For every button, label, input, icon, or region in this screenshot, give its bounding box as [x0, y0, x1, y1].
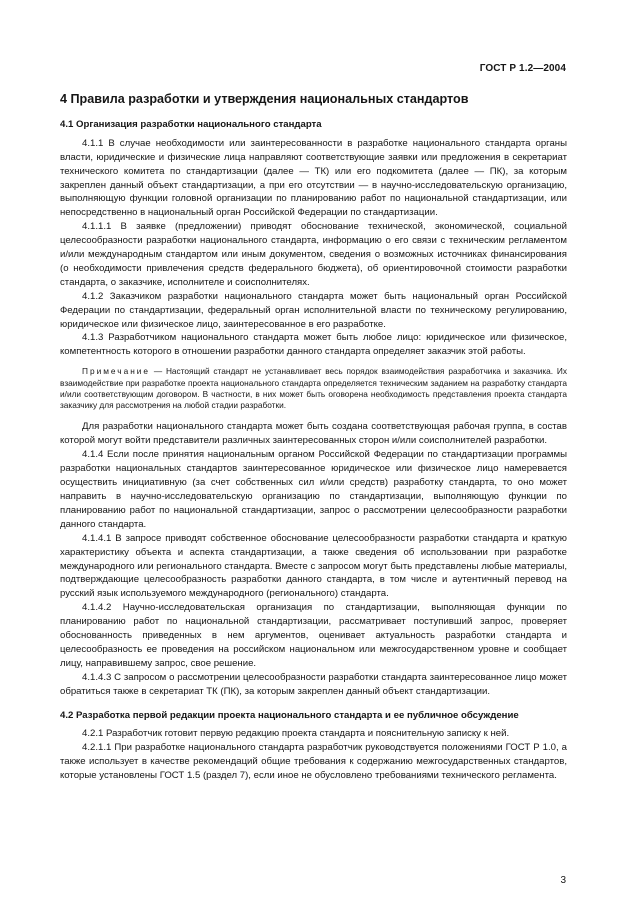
subsection-title: 4.2 Разработка первой редакции проекта национального стандарта и ее публичное обсуждение — [60, 709, 519, 721]
note — [60, 366, 567, 411]
page-number: 3 — [560, 875, 566, 886]
paragraph: 4.1.1 В случае необходимости или заинтересованности в разработке национального стандарта органы власти, юридические и физические лица направляют соответствующие заявки или предложения в секретариат технического комитета по стандартизации (далее — ТК) или его подкомитета (далее — ПК), за которым закреплен данный объект стандартизации, а при его отсутствии — в научно-исследовательскую организацию, выполняющую функции головной организации по планированию работ по национальной стандартизации, или непосредственно в национальный орган Российской Федерации по стандартизации. — [60, 137, 567, 219]
paragraph: 4.1.4.3 С запросом о рассмотрении целесообразности разработки стандарта заинтересованное лицо может обратиться также в секретариат ТК (ПК), за которым закреплен данный объект стандартизации. — [60, 671, 567, 697]
subsection-title: 4.1 Организация разработки национального стандарта — [60, 119, 322, 130]
paragraph: Для разработки национального стандарта может быть создана соответствующая рабочая группа, в состав которой могут войти представители различных заинтересованных сторон и/или соисполнителей разработки. — [60, 421, 567, 447]
paragraph: 4.1.4.1 В запросе приводят собственное обоснование целесообразности разработки стандарта и краткую характеристику объекта и аспекта стандартизации, а также сведения об использовании при разработке международного или регионального стандарта. Вместе с запросом могут быть представлены любые материалы, подтверждающие целесообразность разработки данного стандарта, в том числе и аутентичный перевод на русский язык используемого международного (регионального) стандарта. — [60, 532, 567, 600]
paragraph: 4.2.1.1 При разработке национального стандарта разработчик руководствуется положениями ГОСТ Р 1.0, а также использует в качестве рекомендаций общие требования к содержанию межгосударственных стандартов, которые установлены ГОСТ 1.5 (раздел 7), если иное не обусловлено требованиями технического регламента. — [60, 742, 567, 782]
subsection-4-2 — [60, 709, 567, 783]
paragraph: 4.1.3 Разработчиком национального стандарта может быть любое лицо: юридическое или физическое, компетентность которого в отношении разработки данного стандарта определяет заказчик этой работы. — [60, 332, 567, 358]
subsection-4-1 — [60, 118, 567, 699]
note-label: Примечание — [82, 366, 151, 377]
note-text: — Настоящий стандарт не устанавливает весь порядок взаимодействия разработчика и заказчика. Их взаимодействие при разработке проекта национального стандарта определяется техническим заданием на разработку стандарта и/или соответствующим договором. В частности, в них может быть оговорена необходимость представления проекта стандарта заказчику для рассмотрения на любой стадии разработки. — [60, 366, 567, 411]
document-code: ГОСТ Р 1.2—2004 — [479, 63, 566, 74]
document-body — [60, 92, 567, 783]
spacer — [60, 699, 567, 705]
paragraph: 4.1.4.2 Научно-исследовательская организация по стандартизации, выполняющая функции по планированию работ по национальной стандартизации, рассматривает поступивший запрос, проверяет обоснованность приведенных в нем аргументов, оценивает актуальность разработки стандарта и целесообразность ее проведения на российском национальном или межгосударственном уровне и сообщает лицу, направившему запрос, свое решение. — [60, 602, 567, 669]
paragraph: 4.1.4 Если после принятия национальным органом Российской Федерации по стандартизации программы разработки национальных стандартов заинтересованное юридическое или физическое лицо намеревается осуществить инициативную (за счет собственных сил и/или средств) разработку стандарта, то оно может направить в научно-исследовательскую организацию по стандартизации, выполняющую функции по планированию работ по национальной стандартизации, запрос о рассмотрении целесообразности разработки данного стандарта. — [60, 449, 567, 530]
paragraph: 4.1.2 Заказчиком разработки национального стандарта может быть национальный орган Российской Федерации по стандартизации, федеральный орган исполнительной власти по техническому регулированию, юридическое или физическое лицо, заинтересованное в его разработке. — [60, 290, 567, 330]
paragraph: 4.1.1.1 В заявке (предложении) приводят обоснование технической, экономической, социальной целесообразности разработки национального стандарта, информацию о его связи с техническим регламентом и/или международным стандартом или иным документом, сведения о возможных источниках финансирования (о необходимости привлечения средств федерального бюджета), об ориентировочной стоимости разработки стандарта, о заказчике, исполнителе и соисполнителях. — [60, 221, 567, 288]
paragraph: 4.2.1 Разработчик готовит первую редакцию проекта стандарта и пояснительную записку к ней. — [82, 728, 510, 740]
section-title: 4 Правила разработки и утверждения национальных стандартов — [60, 92, 469, 106]
